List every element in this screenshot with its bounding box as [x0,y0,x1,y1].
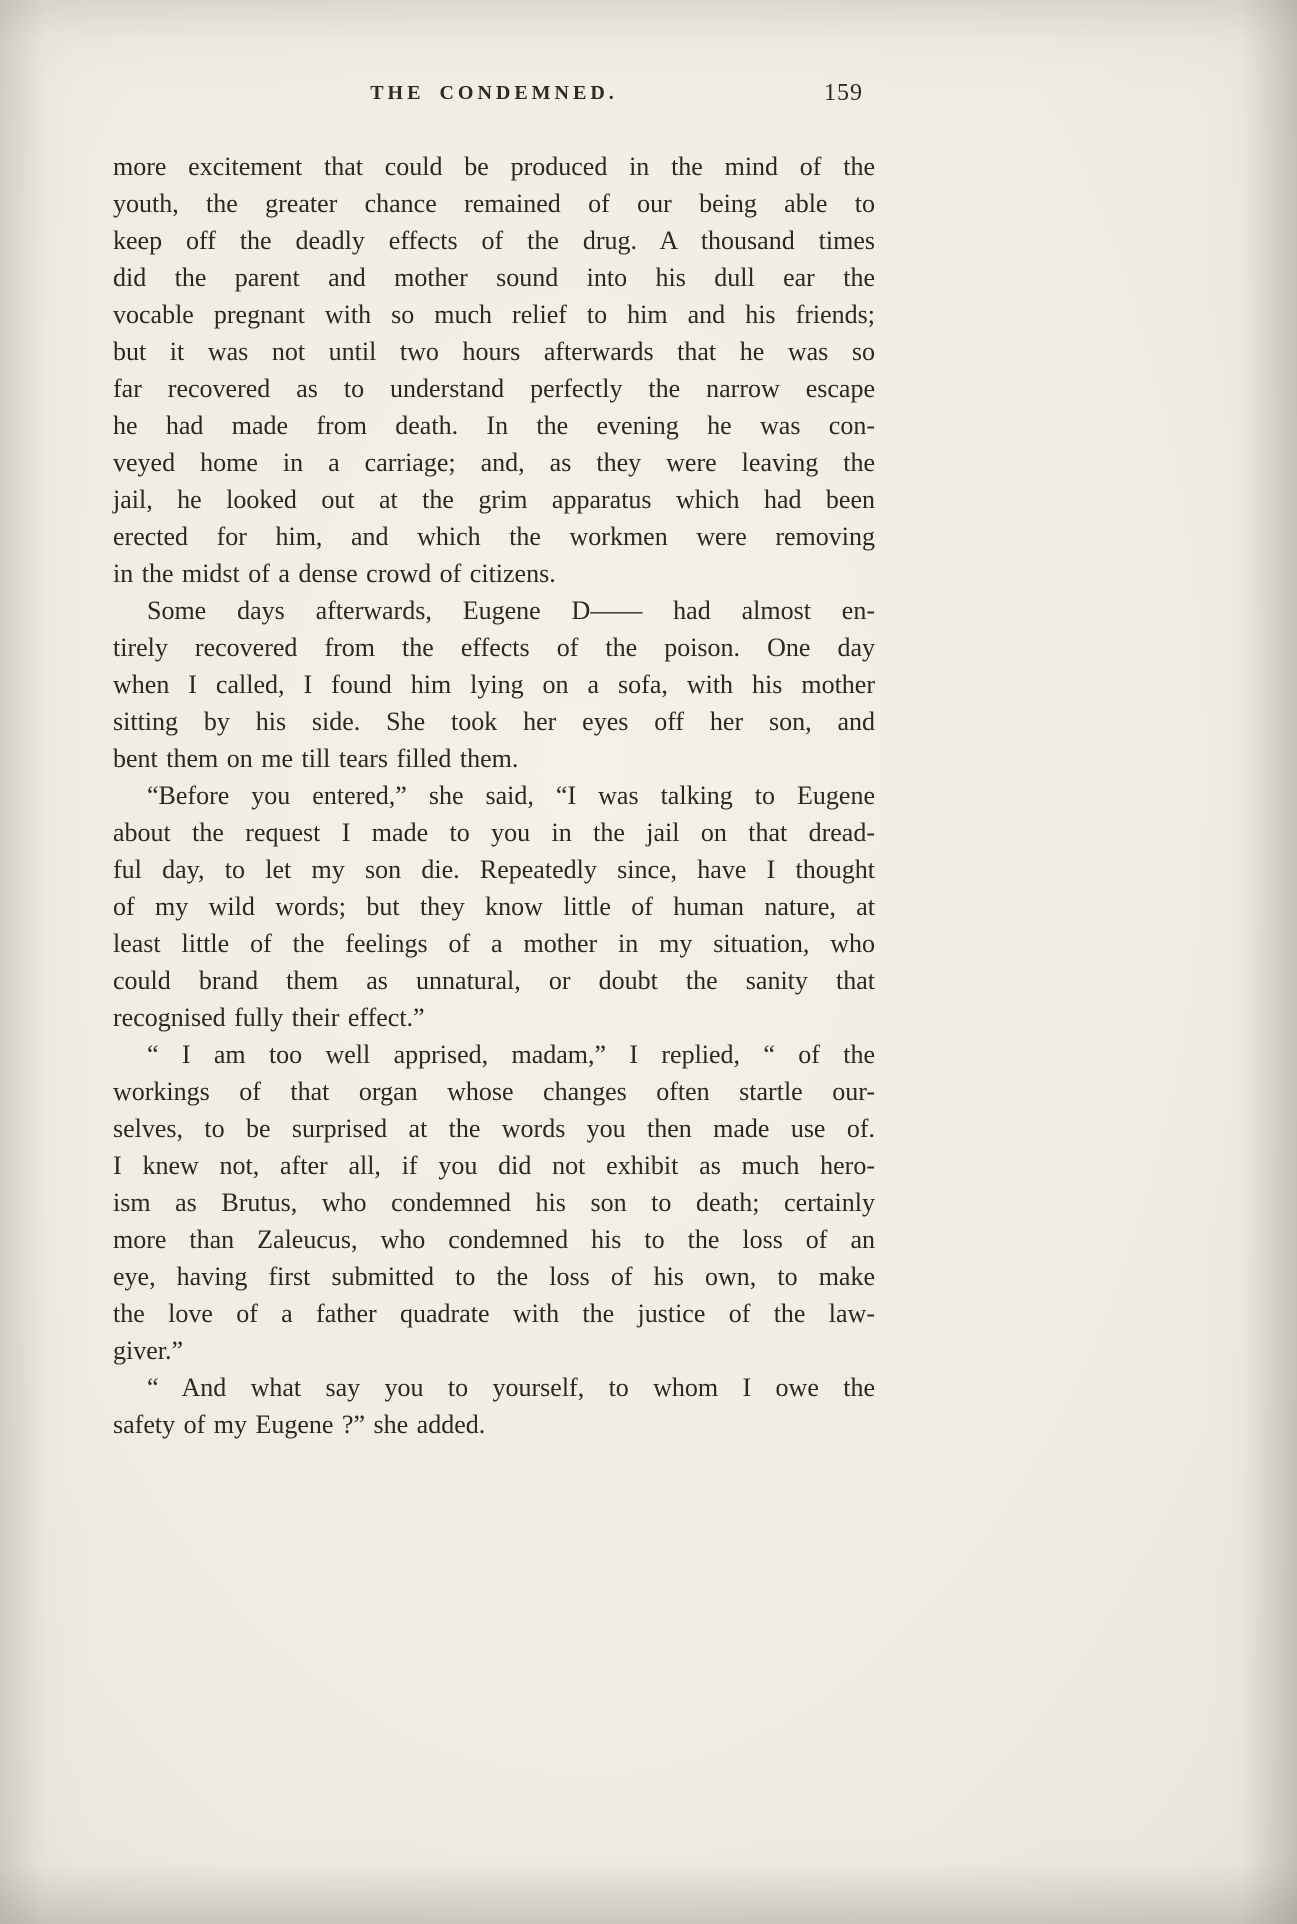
text-line: keep off the deadly effects of the drug. A thousand times [113,226,875,255]
text-line: “Before you entered,” she said, “I was talking to Eugene [147,781,875,810]
paragraph [113,1036,875,1369]
text-line: tirely recovered from the effects of the poison. One day [113,633,875,662]
text-line: Some days afterwards, Eugene D—— had almost en- [147,596,875,625]
text-line: in the midst of a dense crowd of citizens. [113,559,556,588]
text-line: but it was not until two hours afterwards that he was so [113,337,875,366]
paragraph [113,777,875,1036]
text-line: could brand them as unnatural, or doubt the sanity that [113,966,875,995]
text-line: I knew not, after all, if you did not exhibit as much hero- [113,1151,875,1180]
body-text [113,148,875,1443]
text-line: ful day, to let my son die. Repeatedly since, have I thought [113,855,875,884]
text-line: sitting by his side. She took her eyes off her son, and [113,707,875,736]
text-line: least little of the feelings of a mother in my situation, who [113,929,875,958]
text-line: recognised fully their effect.” [113,1003,425,1032]
page-number: 159 [824,80,863,106]
text-line: workings of that organ whose changes often startle our- [113,1077,875,1106]
paragraph [113,1369,875,1443]
text-line: “ I am too well apprised, madam,” I replied, “ of the [147,1040,875,1069]
text-line: erected for him, and which the workmen were removing [113,522,875,551]
text-line: did the parent and mother sound into his dull ear the [113,263,875,292]
text-line: more excitement that could be produced in the mind of the [113,152,875,181]
text-line: safety of my Eugene ?” she added. [113,1410,486,1439]
text-line: the love of a father quadrate with the justice of the law- [113,1299,875,1328]
running-title: THE CONDEMNED. [370,82,618,104]
text-line: far recovered as to understand perfectly the narrow escape [113,374,875,403]
text-line: of my wild words; but they know little of human nature, at [113,892,875,921]
paragraph [113,592,875,777]
text-line: jail, he looked out at the grim apparatus which had been [113,485,875,514]
text-line: he had made from death. In the evening he was con- [113,411,875,440]
text-line: “ And what say you to yourself, to whom I owe the [147,1373,875,1402]
text-line: ism as Brutus, who condemned his son to death; certainly [113,1188,875,1217]
paragraph [113,148,875,592]
text-line: veyed home in a carriage; and, as they were leaving the [113,448,875,477]
text-line: about the request I made to you in the jail on that dread- [113,818,875,847]
text-line: bent them on me till tears filled them. [113,744,519,773]
text-line: giver.” [113,1336,184,1365]
text-line: youth, the greater chance remained of our being able to [113,189,875,218]
text-line: vocable pregnant with so much relief to him and his friends; [113,300,875,329]
text-line: more than Zaleucus, who condemned his to the loss of an [113,1225,875,1254]
text-line: eye, having first submitted to the loss of his own, to make [113,1262,875,1291]
text-line: selves, to be surprised at the words you then made use of. [113,1114,875,1143]
text-line: when I called, I found him lying on a sofa, with his mother [113,670,875,699]
running-head [113,82,875,116]
